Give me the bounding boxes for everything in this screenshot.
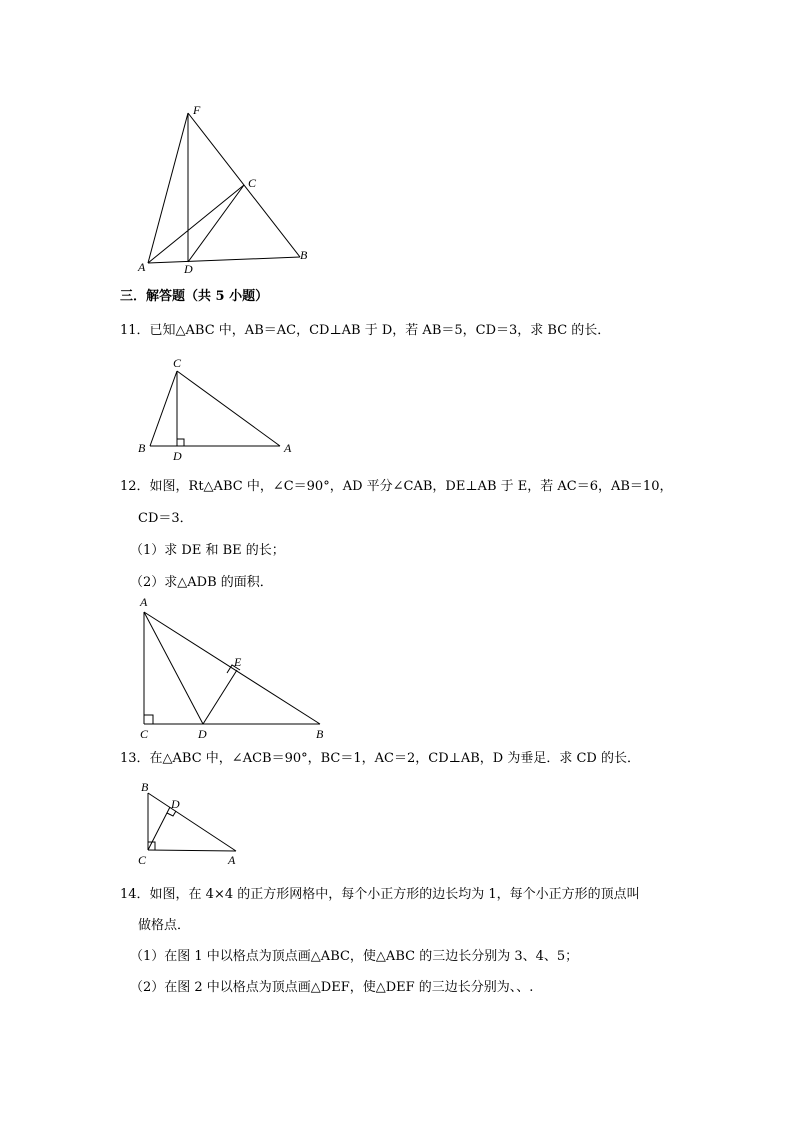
section-heading: 三．解答题（共 5 小题） <box>120 289 269 304</box>
segment-ba <box>148 793 236 851</box>
segment-ca <box>177 371 280 446</box>
segment-ad <box>144 612 203 724</box>
label-d: D <box>171 797 180 811</box>
label-b: B <box>316 727 324 741</box>
segment-cd <box>148 807 170 850</box>
q12-line2: CD＝3． <box>138 511 193 526</box>
label-c: C <box>138 853 147 867</box>
label-c: C <box>173 356 182 370</box>
figure-top <box>130 95 330 280</box>
q12-line1: 12．如图，Rt△ABC 中，∠C＝90°，AD 平分∠CAB，DE⊥AB 于 E，若 AC＝6，AB＝10， <box>120 479 673 494</box>
q12-sub1: （1）求 DE 和 BE 的长； <box>130 543 285 558</box>
label-f: F <box>193 103 201 117</box>
figure-q12 <box>130 594 340 744</box>
label-c: C <box>140 727 149 741</box>
right-angle-mark <box>177 439 184 446</box>
label-a: A <box>140 595 148 609</box>
label-a: A <box>228 853 236 867</box>
segment-ca <box>148 850 236 851</box>
figure-q13 <box>132 778 252 870</box>
segment-af <box>148 113 188 263</box>
right-angle-mark-d <box>167 811 176 816</box>
q12-sub2: （2）求△ADB 的面积． <box>130 575 273 590</box>
q14-sub1: （1）在图 1 中以格点为顶点画△ABC，使△ABC 的三边长分别为 3、4、5； <box>130 949 579 964</box>
q14-line2: 做格点． <box>138 918 191 933</box>
figure-q11 <box>130 352 300 464</box>
label-d: D <box>173 449 182 463</box>
segment-bc <box>150 371 177 446</box>
label-c: C <box>248 176 257 190</box>
label-b: B <box>300 248 308 262</box>
label-b: B <box>141 780 149 794</box>
q11-text: 11．已知△ABC 中，AB＝AC，CD⊥AB 于 D，若 AB＝5，CD＝3，求 BC 的长． <box>120 323 611 338</box>
label-a: A <box>284 441 292 455</box>
segment-de <box>203 670 237 724</box>
q14-sub2: （2）在图 2 中以格点为顶点画△DEF，使△DEF 的三边长分别为、、. <box>130 980 534 995</box>
segment-ab <box>144 612 320 724</box>
label-e: E <box>234 655 242 669</box>
label-d: D <box>184 262 193 276</box>
q14-line1: 14．如图，在 4×4 的正方形网格中，每个小正方形的边长均为 1，每个小正方形的顶点叫 <box>120 887 640 902</box>
label-b: B <box>138 441 146 455</box>
label-d: D <box>198 727 207 741</box>
right-angle-mark-c <box>144 715 153 724</box>
label-a: A <box>138 260 146 274</box>
q13-text: 13．在△ABC 中，∠ACB＝90°，BC＝1，AC＝2，CD⊥AB，D 为垂足．求 CD 的长． <box>120 751 640 766</box>
segment-ab <box>148 257 300 263</box>
